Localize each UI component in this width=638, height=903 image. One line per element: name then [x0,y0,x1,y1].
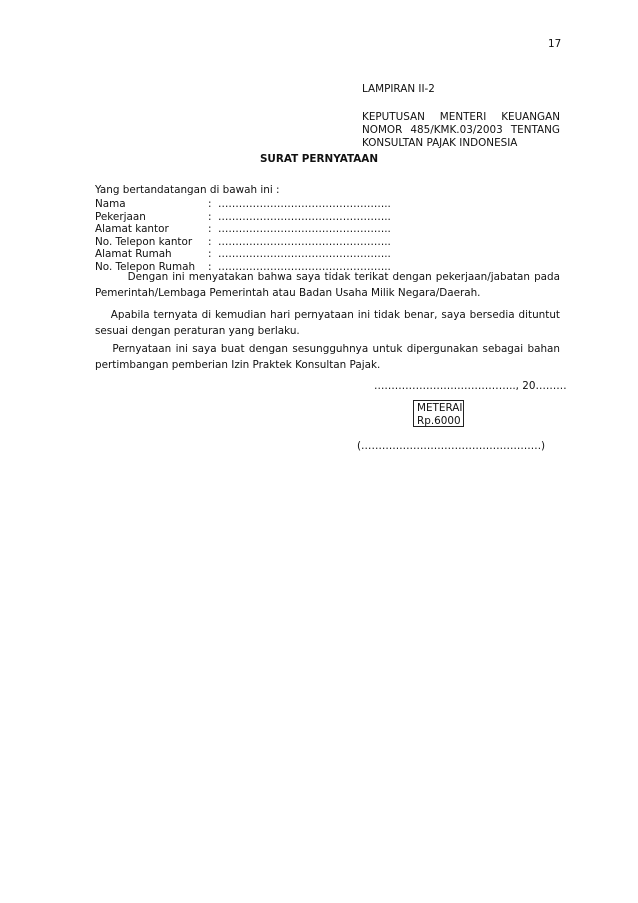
place-date-blank: ………………………………….., 20……… [374,380,567,392]
field-blank: ………………………………………….. [218,223,391,235]
field-label: No. Telepon kantor [95,235,193,248]
field-colon: : [208,198,212,210]
field-colon: : [208,248,212,260]
field-colon: : [208,223,212,235]
paragraph-line: sesuai dengan peraturan yang berlaku. [95,324,300,337]
field-blank: ………………………………………….. [218,260,391,273]
keputusan-line: KONSULTAN PAJAK INDONESIA [362,137,518,149]
paragraph-line: Apabila ternyata di kemudian hari pernyataan ini tidak benar, saya bersedia dituntut [95,309,560,321]
field-label: Alamat Rumah [95,248,172,260]
paragraph-line: Pernyataan ini saya buat dengan sesungguhnya untuk dipergunakan sebagai bahan [95,343,560,355]
purpose-paragraph [95,343,560,374]
signature-blank: (…………………………………………….) [357,440,546,452]
meterai-value: Rp.6000 [417,414,461,427]
field-blank: ………………………………………….. [218,198,391,210]
meterai-label: METERAI [417,402,463,414]
field-label: Nama [95,198,126,210]
keputusan-reference [362,111,560,150]
field-label: Pekerjaan [95,210,146,223]
page-number: 17 [548,38,562,50]
field-colon: : [208,210,212,223]
keputusan-line: NOMOR 485/KMK.03/2003 TENTANG [362,124,560,136]
field-colon: : [208,235,212,248]
consequence-paragraph [95,309,560,340]
paragraph-line: pertimbangan pemberian Izin Praktek Konsultan Pajak. [95,358,381,371]
paragraph-line: Dengan ini menyatakan bahwa saya tidak terikat dengan pekerjaan/jabatan pada [95,271,560,283]
field-colon: : [208,260,212,273]
field-blank: ………………………………………….. [218,210,391,223]
field-blank: ………………………………………….. [218,248,391,260]
keputusan-line: KEPUTUSAN MENTERI KEUANGAN [362,111,560,123]
statement-paragraph [95,271,560,302]
field-label: Alamat kantor [95,223,169,235]
intro-text: Yang bertandatangan di bawah ini : [95,184,280,196]
lampiran-label: LAMPIRAN II-2 [362,83,435,95]
meterai-stamp-box [413,400,464,427]
field-blank: ………………………………………….. [218,235,391,248]
field-label: No. Telepon Rumah [95,260,196,273]
paragraph-line: Pemerintah/Lembaga Pemerintah atau Badan Usaha Milik Negara/Daerah. [95,286,481,299]
document-title: SURAT PERNYATAAN [259,153,379,165]
